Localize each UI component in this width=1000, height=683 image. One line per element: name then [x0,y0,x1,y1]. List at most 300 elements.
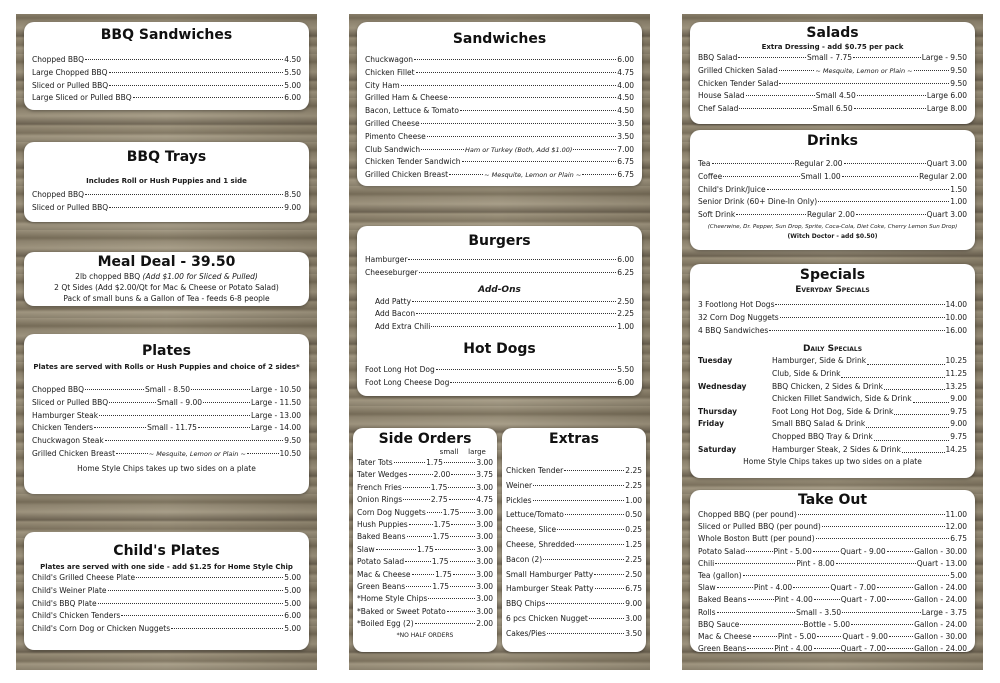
menu-item-row [365,254,634,267]
item-name: Chicken Tender Sandwich [365,157,461,167]
leader-dots [406,586,431,587]
menu-item-row [698,325,967,338]
leader-dots [715,563,795,564]
menu-item-row [32,585,301,598]
large-price: 3.00 [476,557,493,567]
item-option: Small - 7.75 [807,53,853,62]
item-name: Sliced or Pulled BBQ (per pound) [698,522,821,532]
item-name: BBQ Chips [506,599,546,609]
daily-special-row [698,444,967,457]
special-price: 10.25 [945,356,967,366]
leader-dots [109,402,156,403]
bbq-sandwiches-card [24,22,309,110]
item-name: Slaw [698,583,716,593]
leader-dots [85,59,283,60]
item-option: ~ Mesquite, Lemon or Plain ~ [484,171,582,180]
item-price: 5.00 [284,624,301,634]
leader-dots [136,577,283,578]
item-name: Grilled Chicken Breast [32,448,116,458]
drinks-list [698,158,967,222]
leader-dots [449,174,483,175]
size-price: Bottle - 5.00 [803,619,851,629]
take-out-row [698,607,967,619]
item-price: 6.75 [625,584,642,594]
bbq-sandwiches-list [32,54,301,105]
small-price: 1.75 [431,557,449,567]
leader-dots [533,500,625,501]
side-orders-header [357,448,493,457]
size-price: Quart - 9.00 [842,632,888,642]
leader-dots [798,514,945,515]
sandwiches-card [357,22,642,186]
size-price: Quart - 7.00 [840,644,887,652]
plates-title: Plates [141,343,192,359]
leader-dots [813,551,839,552]
sandwiches-title: Sandwiches [452,31,547,47]
item-name: Pickles [506,495,532,505]
menu-item-row [506,538,642,553]
item-option: Small 1.00 [800,171,841,181]
item-price: 5.50 [617,364,634,374]
leader-dots [841,365,944,378]
leader-dots [889,636,913,637]
meal-deal-line-1-text: 2lb chopped BBQ [75,272,141,281]
menu-item-row [698,312,967,325]
small-price: 1.75 [426,458,443,467]
size-price: Quart - 7.00 [830,583,876,593]
item-option: Ham or Turkey (Both, Add $1.00) [465,145,573,154]
leader-dots [462,161,617,162]
item-name: Slaw [357,544,375,554]
menu-item-row [32,54,301,67]
leader-dots [743,575,950,576]
item-price: 1.00 [617,322,634,332]
special-price: 9.75 [950,406,967,416]
item-name: Chuckwagon [365,55,414,64]
large-price: 3.75 [476,470,493,480]
side-order-row [357,482,493,494]
menu-item-row [32,384,301,397]
item-price: Large - 3.75 [921,607,967,617]
large-price: 3.00 [476,532,493,542]
small-price: 1.75 [433,520,451,530]
menu-item-row [698,158,967,171]
item-price: 2.25 [617,309,634,319]
leader-dots [108,590,284,591]
side-order-row [357,606,493,618]
item-price: Gallon - 24.00 [914,644,967,652]
item-name: BBQ Sauce [698,619,740,629]
leader-dots [543,559,624,560]
menu-item-row [32,92,301,105]
meal-deal-line-2: 2 Qt Sides (Add $2.00/Qt for Mac & Cheese or Potato Salad) [54,283,279,292]
menu-item-row [32,623,301,636]
menu-item-row [365,92,634,105]
item-price: 1.00 [625,495,642,505]
item-name: Cheese, Slice [506,525,557,535]
leader-dots [109,207,283,208]
childs-plates-list [32,572,301,636]
leader-dots [450,382,616,383]
item-price: Gallon - 24.00 [914,595,967,605]
special-day [698,431,772,444]
item-price: Gallon - 30.00 [914,632,967,642]
special-day [698,368,772,381]
leader-dots [851,624,913,625]
leader-dots [453,574,476,575]
large-price: 3.00 [476,582,493,592]
item-name: Cheeseburger [365,267,418,277]
size-price: Quart - 7.00 [840,595,887,605]
special-price: 9.00 [950,394,967,404]
leader-dots [408,259,616,260]
leader-dots [407,536,432,537]
item-name: Add Extra Chili [375,322,431,332]
item-price: 2.50 [625,569,642,579]
menu-item-row [698,52,967,65]
menu-item-row [698,78,967,91]
side-orders-title: Side Orders [378,431,472,447]
specials-card [690,264,975,478]
menu-item-row [32,189,301,202]
large-price: 3.00 [476,482,493,492]
large-price: 3.00 [476,606,493,616]
menu-item-row [506,494,642,509]
size-price: Small - 3.50 [796,607,842,617]
item-price: Gallon - 30.00 [914,546,967,556]
menu-item-row [32,435,301,448]
item-name: *Home Style Chips [357,594,428,604]
item-name: Hamburger Steak [32,410,99,420]
item-name: Hamburger Steak Patty [506,584,594,594]
small-price: 1.75 [442,507,460,517]
menu-item-row [698,171,967,184]
menu-item-row [698,90,967,103]
leader-dots [403,487,430,488]
item-price: 6.75 [617,157,634,167]
item-name: Pimento Cheese [365,131,426,141]
leader-dots [739,108,811,109]
item-name: Cheese, Shredded [506,539,575,549]
soft-drink-options: (Cheerwine, Dr. Pepper, Sun Drop, Sprite, Coca-Cola, Diet Coke, Cherry Lemon Sun Drop) [707,223,958,230]
item-name: Chef Salad [698,104,739,114]
take-out-card [690,490,975,652]
small-price: 1.75 [432,532,450,542]
item-name: Chili [698,558,715,568]
item-price: 9.50 [950,78,967,88]
extras-card [502,428,646,652]
special-price: 13.25 [945,381,967,391]
item-name: Club Sandwich [365,144,421,154]
leader-dots [575,544,624,545]
item-price: 6.75 [950,534,967,544]
item-price: 6.00 [617,55,634,64]
item-name: Corn Dog Nuggets [357,507,426,517]
leader-dots [887,551,913,552]
item-price: Large - 10.50 [250,385,301,394]
leader-dots [460,512,475,513]
leader-dots [842,612,921,613]
item-name: Chicken Tender Salad [698,78,779,88]
leader-dots [887,648,913,649]
leader-dots [779,70,815,71]
special-price: 14.25 [945,444,967,454]
leader-dots [857,95,926,96]
drinks-title: Drinks [807,133,858,149]
meal-deal-title: Meal Deal - 39.50 [97,254,236,270]
item-price: 6.00 [617,377,634,387]
leader-dots [753,636,777,637]
item-option: Regular 2.00 [794,159,843,168]
item-option: Small - 9.00 [157,397,203,407]
leader-dots [595,588,625,589]
item-name: Cakes/Pies [506,628,546,638]
take-out-title: Take Out [797,492,868,508]
leader-dots [450,536,475,537]
item-price: 2.25 [625,466,642,475]
take-out-row [698,631,967,643]
leader-dots [533,485,624,486]
item-name: Small Hamburger Patty [506,569,594,579]
leader-dots [594,574,624,575]
leader-dots [460,110,616,111]
item-price: 6.00 [617,255,634,264]
item-name: 4 BBQ Sandwiches [698,325,769,335]
side-orders-card [353,428,497,652]
item-option: Small - 11.75 [147,423,197,433]
special-name: Small BBQ Salad & Drink [772,419,866,429]
leader-dots [449,97,616,98]
size-price: Pint - 8.00 [796,558,835,568]
menu-item-row [698,65,967,78]
everyday-specials-list [698,299,967,337]
item-name: Onion Rings [357,495,403,505]
item-price: 5.00 [284,80,301,90]
item-price: 5.00 [950,571,967,581]
menu-item-row [506,612,642,627]
menu-item-row [698,184,967,197]
size-price: Pint - 4.00 [774,644,813,652]
menu-item-row [32,572,301,585]
leader-dots [836,563,916,564]
leader-dots [448,487,475,488]
leader-dots [717,587,753,588]
special-name: Chopped BBQ Tray & Drink [772,431,873,441]
menu-item-row [32,410,301,423]
leader-dots [913,390,950,403]
item-name: Lettuce/Tomato [506,510,564,520]
item-name: Green Beans [357,582,406,592]
take-out-row [698,643,967,652]
item-name: City Ham [365,80,400,90]
special-day: Tuesday [698,356,733,366]
leader-dots [85,194,283,195]
take-out-row [698,533,967,545]
item-name: Chopped BBQ [32,385,85,394]
item-name: Chopped BBQ [32,55,85,64]
item-name: Potato Salad [698,546,746,556]
bbq-sandwiches-title: BBQ Sandwiches [100,27,233,43]
item-price: 5.00 [284,598,301,608]
leader-dots [914,70,950,71]
burgers-card [357,226,642,396]
sandwiches-list [365,54,634,182]
item-name: Child's Corn Dog or Chicken Nuggets [32,624,171,634]
plates-note: Home Style Chips takes up two sides on a plate [77,463,256,473]
meal-deal-card [24,252,309,306]
item-name: Grilled Ham & Cheese [365,93,448,103]
item-price: 4.50 [617,93,634,103]
take-out-row [698,570,967,582]
item-name: Add Bacon [375,309,416,319]
item-price: Quart - 13.00 [916,558,968,568]
leader-dots [874,428,950,441]
item-name: Senior Drink (60+ Dine-In Only) [698,197,818,207]
meal-deal-line-1-italic: (Add $1.00 for Sliced & Pulled) [142,272,258,281]
large-price: 4.75 [476,495,493,505]
size-price: Pint - 5.00 [773,546,812,556]
special-day: Wednesday [698,381,747,391]
leader-dots [421,149,464,150]
side-order-row [357,618,493,630]
item-price: 8.50 [284,190,301,199]
item-price: Quart 3.00 [926,210,967,220]
item-name: Sliced or Pulled BBQ [32,397,109,407]
menu-item-row [375,296,634,309]
item-price: 4.75 [617,67,634,77]
small-price: 2.75 [430,495,448,505]
side-order-row [357,469,493,481]
plates-subtitle: Plates are served with Rolls or Hush Puppies and choice of 2 sides* [33,363,300,371]
item-price: 4.00 [617,80,634,90]
item-name: *Boiled Egg (2) [357,619,414,629]
item-price: Large - 13.00 [250,410,301,420]
item-price: 11.00 [945,510,967,519]
salads-title: Salads [806,25,859,41]
side-order-row [357,531,493,543]
leader-dots [877,587,913,588]
bbq-trays-title: BBQ Trays [126,149,207,165]
item-price: 14.00 [945,300,967,309]
item-option: Small 6.50 [812,104,853,114]
leader-dots [856,214,926,215]
leader-dots [547,633,624,634]
leader-dots [444,462,475,463]
item-name: Sliced or Pulled BBQ [32,80,109,90]
everyday-specials-title: Everyday Specials [795,285,870,295]
item-price: 1.50 [950,184,967,194]
item-name: Grilled Chicken Breast [365,170,449,180]
large-price: 3.00 [476,507,493,517]
item-option: ~ Mesquite, Lemon or Plain ~ [148,449,246,458]
menu-item-row [506,479,642,494]
menu-item-row [506,508,642,523]
item-name: Baked Beans [698,595,747,605]
leader-dots [557,529,624,530]
special-day: Thursday [698,406,738,416]
take-out-row [698,619,967,631]
leader-dots [409,474,433,475]
leader-dots [416,72,617,73]
item-price: 3.50 [617,131,634,141]
item-name: Mac & Cheese [698,632,752,642]
special-name: Club, Side & Drink [772,368,841,378]
item-name: Chicken Tenders [32,423,94,433]
side-order-row [357,556,493,568]
menu-item-row [698,299,967,312]
leader-dots [412,574,435,575]
extras-title: Extras [549,431,599,447]
witch-doctor-note: (Witch Doctor - add $0.50) [787,232,878,240]
childs-plates-card [24,532,309,650]
leader-dots [769,330,944,331]
leader-dots [779,83,949,84]
leader-dots [793,587,829,588]
leader-dots [428,598,475,599]
leader-dots [409,524,433,525]
burgers-title: Burgers [468,233,531,249]
item-price: 4.50 [284,55,301,64]
leader-dots [203,402,250,403]
item-name: Chicken Tender [506,466,564,475]
item-price: 2.25 [625,480,642,490]
item-price: Large - 14.00 [250,423,301,433]
specials-title: Specials [799,267,866,283]
leader-dots [738,57,806,58]
menu-item-row [506,597,642,612]
leader-dots [450,586,475,587]
leader-dots [121,615,283,616]
item-price: 9.50 [950,65,967,75]
item-name: Potato Salad [357,557,405,567]
special-price: 9.75 [950,431,967,441]
item-name: Mac & Cheese [357,569,411,579]
salads-card [690,22,975,124]
add-ons-list [365,296,634,334]
leader-dots [565,514,624,515]
small-price: 1.75 [432,582,450,592]
leader-dots [85,389,144,390]
meal-deal-line-1 [32,271,301,282]
take-out-row [698,582,967,594]
leader-dots [98,603,284,604]
burgers-list [365,254,634,280]
leader-dots [780,317,945,318]
item-name: Foot Long Hot Dog [365,364,435,374]
leader-dots [844,163,926,164]
leader-dots [416,313,616,314]
daily-specials-list [698,355,967,456]
hot-dogs-title: Hot Dogs [463,340,536,357]
item-name: Tea (gallon) [698,571,742,581]
large-column-header: large [468,448,486,456]
menu-item-row [32,448,301,461]
small-column-header: small [439,448,459,456]
large-price: 3.00 [476,544,494,554]
leader-dots [415,623,476,624]
menu-item-row [506,627,642,642]
special-day: Friday [698,419,725,429]
leader-dots [746,551,772,552]
leader-dots [736,214,806,215]
small-price: 1.75 [430,482,448,492]
item-name: Chopped BBQ [32,190,85,199]
leader-dots [887,599,913,600]
leader-dots [419,272,617,273]
leader-dots [814,599,840,600]
side-order-row [357,593,493,605]
item-price: 7.00 [617,144,634,154]
